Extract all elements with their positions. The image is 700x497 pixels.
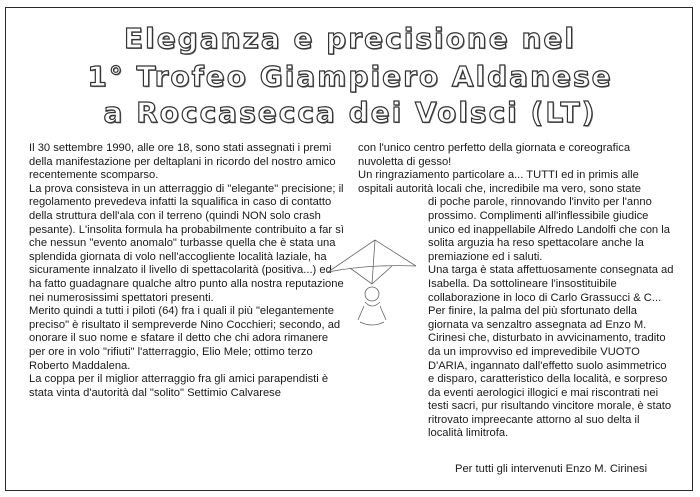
signature: Per tutti gli intervenuti Enzo M. Cirinesi: [455, 463, 648, 475]
paragraph: Un ringraziamento particolare a... TUTTI ed in primis alle ospitali autorità locali che, incredibile ma vero, sono state: [358, 169, 641, 195]
headline-line-3: a Roccasecca dei Volsci (LT): [103, 96, 597, 129]
paragraph: con l'unico centro perfetto della giornata e coreografica nuvoletta di gesso!: [358, 142, 631, 168]
paragraph: La coppa per il miglior atterraggio fra gli amici parapendisti è stata vinta d'autorità dal "solito" Settimio Calvarese: [29, 373, 329, 399]
hang-glider-sketch: [320, 232, 420, 332]
headline-line-2: 1° Trofeo Giampiero Aldanese: [87, 60, 613, 93]
paragraph: di poche parole, rinnovando l'invito per l'anno prossimo. Complimenti all'inflessibile giudice unico ed inappellabile Alfredo Landolfi che con la solita arguzia ha reso spettacolare anche la premiazione ed i saluti.: [428, 196, 670, 263]
left-column: [29, 142, 347, 400]
paragraph: Merito quindi a tutti i piloti (64) fra i quali il più "elegantemente preciso" è risultato il sempreverde Nino Cocchieri; secondo, ad onorare il suo nome e sfatare il detto che chi adora rimanere per ore in volo "rifiuti" l'atterraggio, Elio Mele; ottimo terzo Roberto Maddalena.: [29, 305, 341, 372]
paragraph: La prova consisteva in un atterraggio di "elegante" precisione; il regolamento prevedeva infatti la squalifica in caso di contatto della struttura dell'ala con il terreno (quindi NON solo crash pesante). L'insolita formula ha probabilmente contribuito a far sì che nessun "evento anomalo" turbasse quella che è stata una splendida giornata di volo nell'accogliente località laziale, ha sicuramente innalzato il livello di spettacolarità (positiva...) ed ha fatto guadagnare qualche altro punto alla nostra reputazione nei numerosissimi spettatori presenti.: [29, 182, 344, 304]
paragraph: Il 30 settembre 1990, alle ore 18, sono stati assegnati i premi della manifestazione per deltaplani in ricordo del nostro amico recentemente scomparso.: [29, 142, 336, 182]
paragraph: Una targa è stata affettuosamente consegnata ad Isabella. Da sottolineare l'insostituibile collaborazione in loco di Carlo Grassucci & C...: [428, 264, 674, 304]
headline-line-1: Eleganza e precisione nel: [124, 22, 576, 55]
paragraph: Per finire, la palma del più sfortunato della giornata va senzaltro assegnata ad Enzo M. Cirinesi che, disturbato in avvicinamento, tradito da un improvviso ed imprevedibile VUOTO D'ARIA, ingannato dall'effetto suolo asimmetrico e disparo, caratteristico della località, e sorpreso da eventi aerologici illogici e mai riscontrati nei testi sacri, pur risultando vincitore morale, è stato ritrovato impreecante attorno al suo delta il località limitrofa.: [428, 305, 672, 440]
